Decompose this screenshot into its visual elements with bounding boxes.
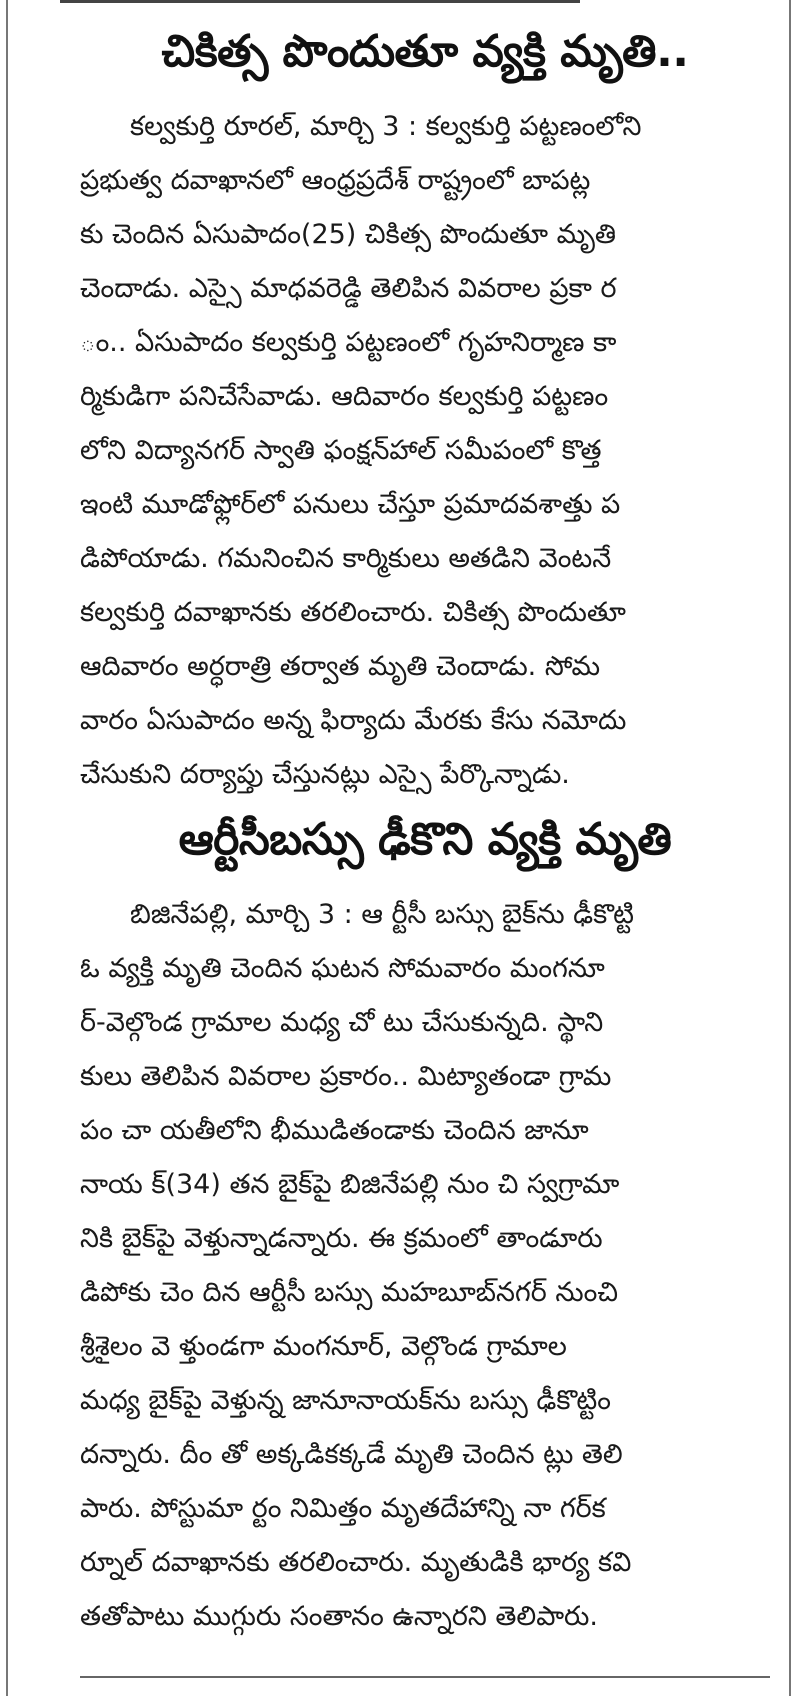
article-body: బిజినేపల్లి, మార్చి 3 : ఆ ర్టీసీ బస్సు బైక్‌ను ఢీకొట్టి ఓ వ్యక్తి మృతి చెందిన ఘటన సోమవారం మంగనూ ర్-వెల్గొండ గ్రామాల మధ్య చో టు చేసుకున్నది. స్థాని కులు తెలిపిన వివరాల ప్రకారం.. మిట్యాతండా గ్రామ పం చా యతీలోని భీముడితండాకు చెందిన జానూ నాయ క్(34) తన బైక్‌పై బిజినేపల్లి నుం చి స్వగ్రామా నికి బైక్‌పై వెళ్తున్నాడన్నారు. ఈ క్రమంలో తాండూరు డిపోకు చెం దిన ఆర్టీసీ బస్సు మహబూబ్‌నగర్ నుంచి శ్రీశైలం వె ళ్తుండగా మంగనూర్, వెల్గొండ గ్రామాల మధ్య బైక్‌పై వెళ్తున్న జానూనాయక్‌ను బస్సు ఢీకొట్టిం దన్నారు. దీం తో అక్కడికక్కడే మృతి చెందిన ట్లు తెలి పారు. పోస్టుమా ర్టం నిమిత్తం మృతదేహాన్ని నా గర్‌క ర్నూల్ దవాఖానకు తరలించారు. మృతుడికి భార్య కవి తతోపాటు ముగ్గురు సంతానం ఉన్నారని తెలిపారు.	[80, 899, 634, 1632]
top-divider	[60, 0, 580, 9]
article-headline: ఆర్టీసీబస్సు ఢీకొని వ్యక్తి మృతి	[178, 814, 672, 865]
article-headline: చికిత్స పొందుతూ వ్యక్తి మృతి..	[161, 26, 689, 77]
news-article-bus-accident	[80, 810, 770, 1644]
article-body: కల్వకుర్తి రూరల్, మార్చి 3 : కల్వకుర్తి పట్టణంలోని ప్రభుత్వ దవాఖానలో ఆంధ్రప్రదేశ్ రాష్ట్రంలో బాపట్ల కు చెందిన ఏసుపాదం(25) చికిత్స పొందుతూ మృతి చెందాడు. ఎస్సై మాధవరెడ్డి తెలిపిన వివరాల ప్రకా ర ం.. ఏసుపాదం కల్వకుర్తి పట్టణంలో గృహనిర్మాణ కా ర్మికుడిగా పనిచేసేవాడు. ఆదివారం కల్వకుర్తి పట్టణం లోని విద్యానగర్ స్వాతి ఫంక్షన్‌హాల్ సమీపంలో కొత్త ఇంటి మూడోఫ్లోర్‌లో పనులు చేస్తూ ప్రమాదవశాత్తు ప డిపోయాడు. గమనించిన కార్మికులు అతడిని వెంటనే కల్వకుర్తి దవాఖానకు తరలించారు. చికిత్స పొందుతూ ఆదివారం అర్ధరాత్రి తర్వాత మృతి చెందాడు. సోమ వారం ఏసుపాదం అన్న ఫిర్యాదు మేరకు కేసు నమోదు చేసుకుని దర్యాప్తు చేస్తునట్లు ఎస్సై పేర్కొన్నాడు.	[80, 111, 642, 790]
bottom-divider	[80, 1676, 770, 1678]
news-article-treatment-death	[80, 22, 770, 802]
